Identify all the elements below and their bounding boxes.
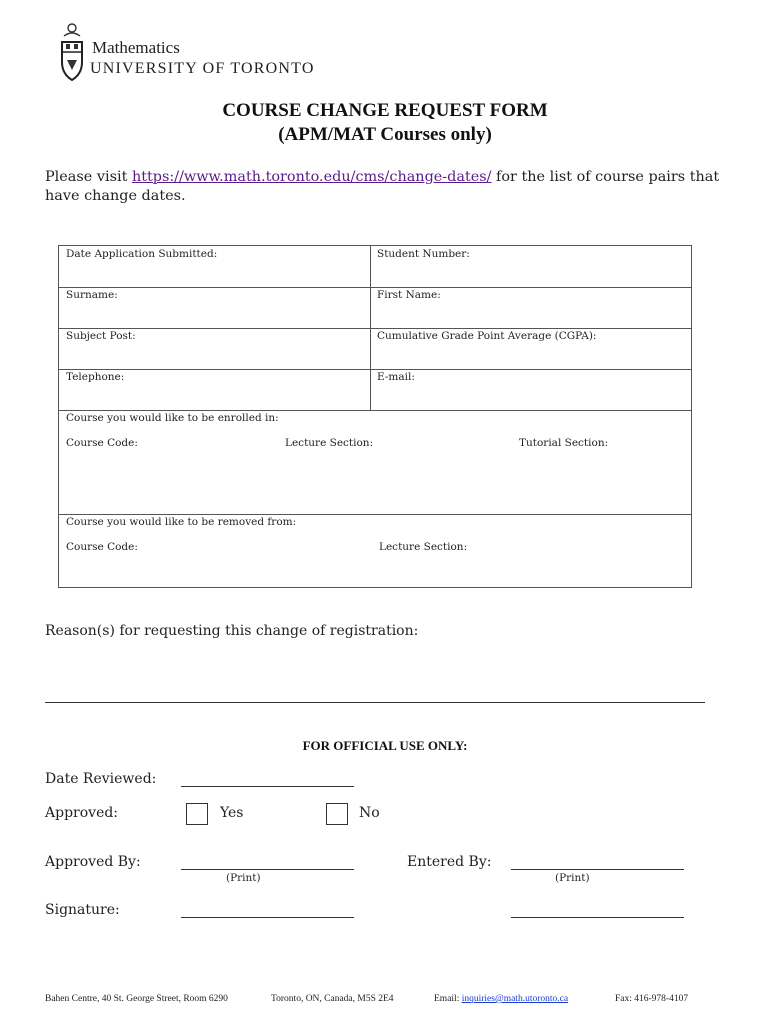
approved-by-line[interactable] [181,869,354,870]
cgpa-field[interactable]: Cumulative Grade Point Average (CGPA): [377,330,597,342]
yes-label: Yes [220,805,244,821]
remove-lecture-section-field[interactable]: Lecture Section: [379,541,468,553]
row-divider [59,328,691,329]
intro-text-end: for the list of course pairs that have change dates. [45,169,720,204]
footer-email-label: Email: [434,994,462,1004]
form-title: COURSE CHANGE REQUEST FORM [222,100,548,121]
second-signature-line[interactable] [511,917,684,918]
row-divider [59,287,691,288]
email-field[interactable]: E-mail: [377,371,415,383]
row-divider [59,514,691,515]
approved-no-checkbox[interactable] [326,803,348,825]
intro-paragraph [45,168,735,206]
footer-fax: Fax: 416-978-4107 [615,994,689,1004]
surname-field[interactable]: Surname: [66,289,118,301]
form-subtitle: (APM/MAT Courses only) [278,124,492,145]
university-crest-icon [58,22,86,84]
approved-label: Approved: [45,805,119,821]
university-name: UNIVERSITY OF TORONTO [90,60,315,77]
entered-by-line[interactable] [511,869,684,870]
date-reviewed-line[interactable] [181,786,354,787]
row-divider [59,410,691,411]
remove-course-code-field[interactable]: Course Code: [66,541,138,553]
footer-address: Bahen Centre, 40 St. George Street, Room 6290 [45,994,228,1004]
first-name-field[interactable]: First Name: [377,289,441,301]
student-number-field[interactable]: Student Number: [377,248,470,260]
approved-by-label: Approved By: [45,854,141,870]
reason-label: Reason(s) for requesting this change of registration: [45,623,419,639]
row-divider [59,369,691,370]
footer-email [434,994,568,1004]
change-dates-link[interactable]: https://www.math.toronto.edu/cms/change-dates/ [131,169,492,185]
intro-text: Please visit [45,169,132,185]
footer-city: Toronto, ON, Canada, M5S 2E4 [271,994,394,1004]
signature-label: Signature: [45,902,120,918]
date-reviewed-label: Date Reviewed: [45,771,157,787]
no-label: No [359,805,380,821]
enroll-heading: Course you would like to be enrolled in: [66,412,279,424]
enroll-lecture-section-field[interactable]: Lecture Section: [285,437,374,449]
remove-heading: Course you would like to be removed from: [66,516,297,528]
footer-email-link[interactable]: inquiries@math.utoronto.ca [461,994,569,1004]
print-note: (Print) [555,872,590,884]
department-name: Mathematics [92,38,180,57]
official-use-heading: FOR OFFICIAL USE ONLY: [302,738,468,753]
approved-yes-checkbox[interactable] [186,803,208,825]
print-note: (Print) [226,872,261,884]
subject-post-field[interactable]: Subject Post: [66,330,136,342]
reason-input-line[interactable] [45,702,705,703]
entered-by-label: Entered By: [407,854,492,870]
telephone-field[interactable]: Telephone: [66,371,125,383]
date-submitted-field[interactable]: Date Application Submitted: [66,248,218,260]
enroll-tutorial-section-field[interactable]: Tutorial Section: [519,437,609,449]
enroll-course-code-field[interactable]: Course Code: [66,437,138,449]
application-form-table [58,245,692,588]
signature-line[interactable] [181,917,354,918]
